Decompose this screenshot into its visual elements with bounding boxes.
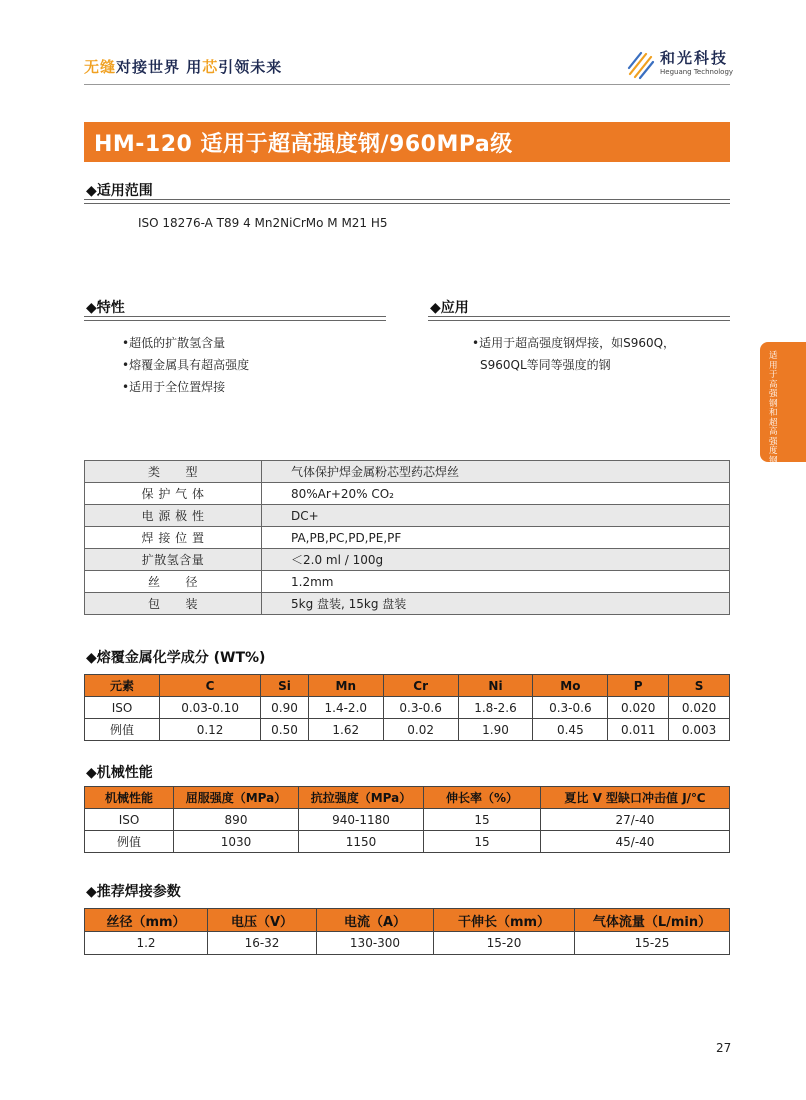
scope-rule xyxy=(84,199,730,204)
mechanical-table xyxy=(84,786,730,853)
table-row xyxy=(85,549,730,571)
property-value: 气体保护焊金属粉芯型药芯焊丝 xyxy=(262,461,730,483)
table-row xyxy=(85,932,730,955)
property-value: 5kg 盘装, 15kg 盘装 xyxy=(262,593,730,615)
table-cell: 1.8-2.6 xyxy=(458,697,533,719)
property-key: 扩散氢含量 xyxy=(85,549,262,571)
column-header: P xyxy=(608,675,669,697)
table-header-row xyxy=(85,675,730,697)
table-cell: 1.2 xyxy=(85,932,208,955)
table-cell: 0.03-0.10 xyxy=(160,697,261,719)
header-divider xyxy=(84,84,730,85)
table-cell: 例值 xyxy=(85,831,174,853)
table-cell: 27/-40 xyxy=(541,809,730,831)
column-header: 抗拉强度（MPa） xyxy=(299,787,424,809)
table-row xyxy=(85,593,730,615)
property-value: ＜2.0 ml / 100g xyxy=(262,549,730,571)
table-cell: 45/-40 xyxy=(541,831,730,853)
table-row xyxy=(85,697,730,719)
table-cell: 1.4-2.0 xyxy=(308,697,383,719)
table-row xyxy=(85,571,730,593)
table-cell: ISO xyxy=(85,809,174,831)
feature-item: •超低的扩散氢含量 xyxy=(122,336,226,350)
property-key: 电 源 极 性 xyxy=(85,505,262,527)
application-rule xyxy=(428,316,730,321)
property-key: 保 护 气 体 xyxy=(85,483,262,505)
column-header: 元素 xyxy=(85,675,160,697)
column-header: 丝径（mm） xyxy=(85,909,208,932)
application-heading: ◆应用 xyxy=(430,300,469,316)
company-logo xyxy=(626,46,736,82)
features-rule xyxy=(84,316,386,321)
column-header: 机械性能 xyxy=(85,787,174,809)
application-line: •适用于超高强度钢焊接，如S960Q， xyxy=(472,336,676,350)
scope-standard: ISO 18276-A T89 4 Mn2NiCrMo M M21 H5 xyxy=(138,216,388,230)
property-value: 80%Ar+20% CO₂ xyxy=(262,483,730,505)
table-row xyxy=(85,809,730,831)
table-cell: 890 xyxy=(174,809,299,831)
table-header-row xyxy=(85,787,730,809)
table-cell: 1030 xyxy=(174,831,299,853)
table-cell: 0.020 xyxy=(608,697,669,719)
page-title: HM-120 适用于超高强度钢/960MPa级 xyxy=(94,132,513,157)
property-key: 焊 接 位 置 xyxy=(85,527,262,549)
welding-table xyxy=(84,908,730,955)
table-cell: 15-20 xyxy=(434,932,575,955)
table-cell: ISO xyxy=(85,697,160,719)
column-header: 气体流量（L/min） xyxy=(575,909,730,932)
logo-name: 和光科技 xyxy=(660,49,729,67)
table-cell: 0.020 xyxy=(669,697,730,719)
logo-english-name: Heguang Technology xyxy=(660,68,734,76)
table-cell: 15 xyxy=(424,809,541,831)
table-cell: 1.90 xyxy=(458,719,533,741)
mechanical-heading: ◆机械性能 xyxy=(86,765,153,781)
table-cell: 15-25 xyxy=(575,932,730,955)
table-cell: 0.3-0.6 xyxy=(383,697,458,719)
property-value: DC+ xyxy=(262,505,730,527)
features-heading: ◆特性 xyxy=(86,300,125,316)
column-header: Cr xyxy=(383,675,458,697)
application-line: S960QL等同等强度的钢 xyxy=(480,358,611,372)
table-row xyxy=(85,461,730,483)
column-header: Mo xyxy=(533,675,608,697)
table-cell: 0.02 xyxy=(383,719,458,741)
column-header: 电压（V） xyxy=(208,909,317,932)
table-header-row xyxy=(85,909,730,932)
property-key: 类 型 xyxy=(85,461,262,483)
column-header: Mn xyxy=(308,675,383,697)
table-row xyxy=(85,483,730,505)
table-row xyxy=(85,505,730,527)
table-cell: 0.45 xyxy=(533,719,608,741)
feature-item: •适用于全位置焊接 xyxy=(122,380,226,394)
welding-heading: ◆推荐焊接参数 xyxy=(86,884,181,900)
column-header: 夏比 V 型缺口冲击值 J/℃ xyxy=(541,787,730,809)
table-cell: 0.50 xyxy=(261,719,309,741)
side-tab-label: 适用于高强钢和超高强度钢 xyxy=(769,351,778,466)
column-header: S xyxy=(669,675,730,697)
property-value: 1.2mm xyxy=(262,571,730,593)
table-row xyxy=(85,831,730,853)
chemistry-heading: ◆熔覆金属化学成分 (WT%) xyxy=(86,650,266,666)
logo-mark-icon xyxy=(626,48,656,80)
table-cell: 0.3-0.6 xyxy=(533,697,608,719)
table-cell: 940-1180 xyxy=(299,809,424,831)
table-cell: 1.62 xyxy=(308,719,383,741)
page-number: 27 xyxy=(716,1041,732,1055)
scope-heading: ◆适用范围 xyxy=(86,183,153,199)
property-value: PA,PB,PC,PD,PE,PF xyxy=(262,527,730,549)
table-cell: 例值 xyxy=(85,719,160,741)
table-cell: 0.003 xyxy=(669,719,730,741)
column-header: 伸长率（%） xyxy=(424,787,541,809)
table-cell: 130-300 xyxy=(317,932,434,955)
column-header: 干伸长（mm） xyxy=(434,909,575,932)
table-cell: 16-32 xyxy=(208,932,317,955)
column-header: C xyxy=(160,675,261,697)
chemistry-table xyxy=(84,674,730,741)
header-slogan: 无缝对接世界 用芯引领未来 xyxy=(84,58,283,76)
title-bar xyxy=(84,122,730,162)
feature-item: •熔覆金属具有超高强度 xyxy=(122,358,250,372)
table-row xyxy=(85,527,730,549)
property-key: 丝 径 xyxy=(85,571,262,593)
column-header: 电流（A） xyxy=(317,909,434,932)
column-header: 屈服强度（MPa） xyxy=(174,787,299,809)
table-cell: 15 xyxy=(424,831,541,853)
properties-table xyxy=(84,460,730,615)
table-cell: 0.011 xyxy=(608,719,669,741)
property-key: 包 装 xyxy=(85,593,262,615)
table-row xyxy=(85,719,730,741)
table-cell: 0.12 xyxy=(160,719,261,741)
table-cell: 0.90 xyxy=(261,697,309,719)
side-category-tab xyxy=(760,342,806,466)
column-header: Si xyxy=(261,675,309,697)
column-header: Ni xyxy=(458,675,533,697)
table-cell: 1150 xyxy=(299,831,424,853)
